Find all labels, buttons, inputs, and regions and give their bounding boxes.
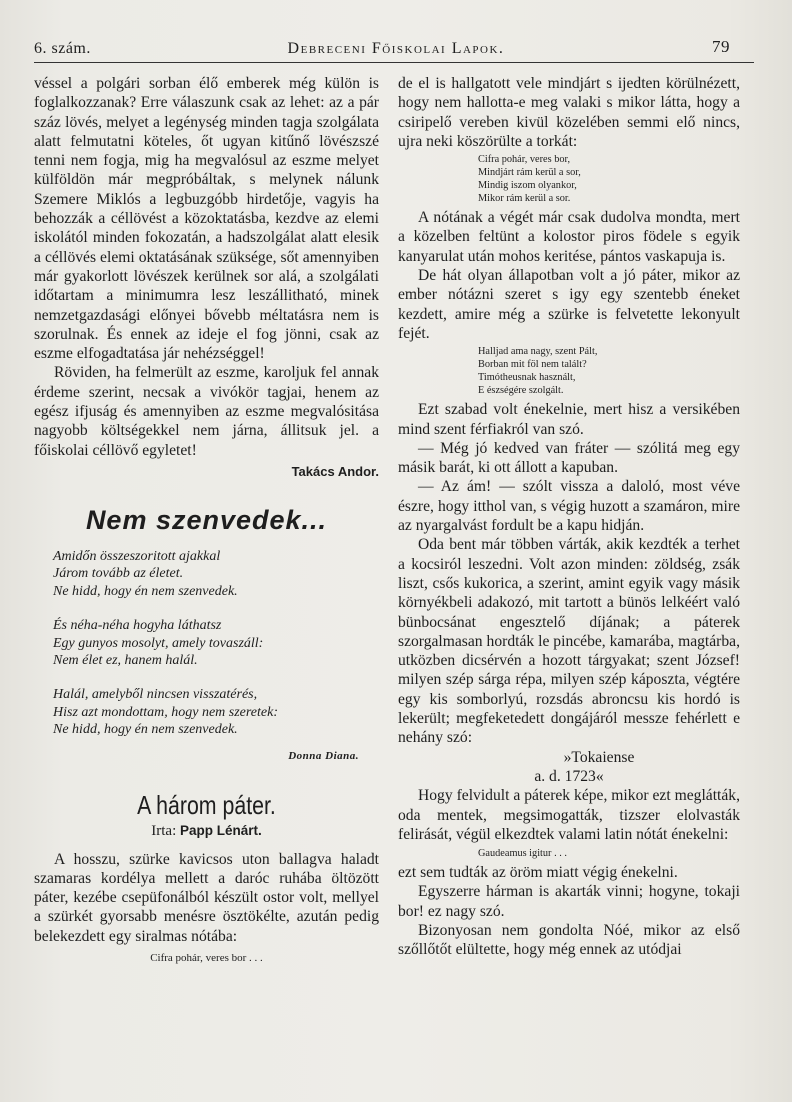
- byline-prefix: Irta:: [151, 822, 177, 839]
- story-paragraph: Oda bent már többen várták, akik kezdték a terhet a kocsiról leszedni. Volt azon minden: zöldség, zsák liszt, csős kukorica, a szerint, amint egyik vagy másik környékbeli adakozó, mit tartott a bünös lelkéért való bünbocsánat engesztelő díjának; a páterek szorgalmasan hordták le pincébe, kamarába, magtárba, utközben dicsérvén a hozott tárgyakat; szent József! milyen szép sárga répa, milyen szép káposzta, végtére egy kis somborlyú, rozsdás abroncsu kis hordó is lekerült; megfeketedett dongájáról messze fehérlett e nehány szó:: [398, 536, 740, 747]
- poem-author: Donna Diana.: [288, 749, 359, 762]
- story-paragraph: A hosszu, szürke kavicsos uton ballagva haladt szamaras kordélya mellett a daróc ruhába öltözött páter, kezébe csepüfonálból készült ostor volt, mellyel a szürkét gyorsabb menésre ösztökélte, azután pedig belekezdett egy siralmas nótába:: [34, 850, 379, 945]
- poem-stanza: [53, 686, 379, 738]
- story-paragraph: Bizonyosan nem gondolta Nóé, mikor az első szőllőtőt elültette, hogy még ennek az utódjai: [398, 921, 740, 959]
- song-verse: [398, 153, 740, 205]
- song-line: Borban mit föl nem talált?: [478, 359, 587, 371]
- poem-line: Amidőn összeszoritott ajakkal: [53, 548, 221, 564]
- story-paragraph: A nótának a végét már csak dudolva mondta, mert a közelben feltünt a kolostor piros födele s egyik kanyarulat után mohos keritése, pántos vaskapuja is.: [398, 209, 740, 265]
- poem-line: Ne hidd, hogy én nem szenvedek.: [53, 583, 238, 599]
- story-paragraph: Hogy felvidult a páterek képe, mikor ezt meglátták, oda mentek, megsimogatták, tizszer elolvasták felirását, végül elkezdtek valami latin nótát énekelni:: [398, 787, 740, 843]
- song-line: Mindjárt rám kerül a sor,: [478, 167, 581, 179]
- story-paragraph: de el is hallgatott vele mindjárt s ijedten körülnézett, hogy nem hallotta-e meg valaki s mikor látta, hogy a csiripelő vereben kivül közelében semmi elő nincs, ujra neki köszörülte a torkát:: [398, 75, 740, 150]
- poem-line: Nem élet ez, hanem halál.: [53, 652, 198, 668]
- article-author: Takács Andor.: [291, 463, 379, 479]
- header-rule: [34, 62, 754, 63]
- story-author: Papp Lénárt.: [179, 822, 262, 838]
- song-line: Cifra pohár, veres bor,: [478, 154, 571, 166]
- story-paragraph: De hát olyan állapotban volt a jó páter, mikor az ember nótázni szeret s igy egy szentebb éneket kezdett, amire még a szürke is felvetette lekonyult fejét.: [398, 267, 740, 342]
- song-line: Halljad ama nagy, szent Pált,: [478, 346, 598, 358]
- story-paragraph: — Az ám! — szólt vissza a daloló, most véve észre, hogy itthol van, s végig huzott a szamáron, mire az nyargalvást fordult be a kapu hidján.: [398, 478, 740, 535]
- poem-title: Nem szenvedek...: [85, 504, 328, 535]
- page-number: 79: [712, 37, 730, 56]
- issue-number: 6. szám.: [34, 40, 91, 57]
- left-column: [34, 74, 379, 967]
- poem-line: Hisz azt mondottam, hogy nem szeretek:: [53, 704, 279, 720]
- right-column: [398, 74, 740, 960]
- cask-inscription: a. d. 1723«: [534, 767, 604, 785]
- poem-line: Halál, amelyből nincsen visszatérés,: [53, 687, 258, 703]
- song-verse: [398, 345, 740, 397]
- song-line: Cifra pohár, veres bor . . .: [150, 952, 263, 965]
- journal-title: Debreceni Főiskolai Lapok.: [287, 40, 505, 57]
- poem-stanza: [53, 617, 379, 669]
- poem-line: Egy gunyos mosolyt, amely tovaszáll:: [53, 635, 264, 651]
- story-paragraph: Ezt szabad volt énekelnie, mert hisz a versikében mind szent férfiakról van szó.: [398, 401, 740, 438]
- cask-inscription: »Tokaiense: [563, 748, 635, 766]
- article-paragraph: véssel a polgári sorban élő emberek még külön is foglalkozzanak? Erre válaszunk csak az lehet: az a pár száz lövés, melyet a legénység minden tagja szolgálata alatt felmutatni köteles, őt ugyan kitűnő lövészszé tenni nem fogja, mig ha megvalósul az eszme melyet külföldön már megpróbáltak, s melynek nálunk Szemere Miklós a legbuzgóbb hirdetője, vagyis ha behozzák a céllövést a közoktatásba, kezdve az elemi iskolától minden fokozatán, a hadszolgálat alatt elesik a céllövés elemi oktatásának szüksége, sőt amennyiben már gyakorlott lövészek kerülnek sor alá, a szolgálati időtartam a minimumra lesz leszállitható, minek nemzetgazdasági előnyei bővebb méltatásra nem is szorulnak. És ennek az ideje el fog jönni, csak az eszme elfogadtatása jár nehézséggel!: [34, 75, 379, 363]
- story-paragraph: — Még jó kedved van fráter — szólitá meg egy másik barát, ki ott állott a kapuban.: [398, 439, 740, 477]
- song-line: Timótheusnak használt,: [478, 372, 576, 384]
- story-title: A három páter.: [137, 789, 276, 820]
- story-paragraph: ezt sem tudták az öröm miatt végig énekelni.: [398, 864, 678, 882]
- poem-line: És néha-néha hogyha láthatsz: [53, 618, 222, 634]
- poem-stanza: [53, 548, 379, 600]
- story-byline: [34, 823, 379, 840]
- article-paragraph: Röviden, ha felmerült az eszme, karoljuk fel annak érdeme szerint, necsak a vivókör tagjai, henem az egész ifjuság és amennyiben az eszme megvalósitása nagyobb költségekkel nem járna, állitsuk jel. a főiskolai céllövő egyletet!: [34, 364, 379, 459]
- latin-song: Gaudeamus igitur . . .: [478, 848, 567, 860]
- story-paragraph: Egyszerre hárman is akarták vinni; hogyne, tokaji bor! ez nagy szó.: [398, 883, 740, 920]
- poem-line: Járom tovább az életet.: [53, 566, 184, 582]
- song-line: Mindig iszom olyankor,: [478, 180, 577, 192]
- song-line: Mikor rám kerül a sor.: [478, 193, 571, 205]
- song-line: E észségére szolgált.: [478, 385, 564, 397]
- poem-line: Ne hidd, hogy én nem szenvedek.: [53, 722, 238, 738]
